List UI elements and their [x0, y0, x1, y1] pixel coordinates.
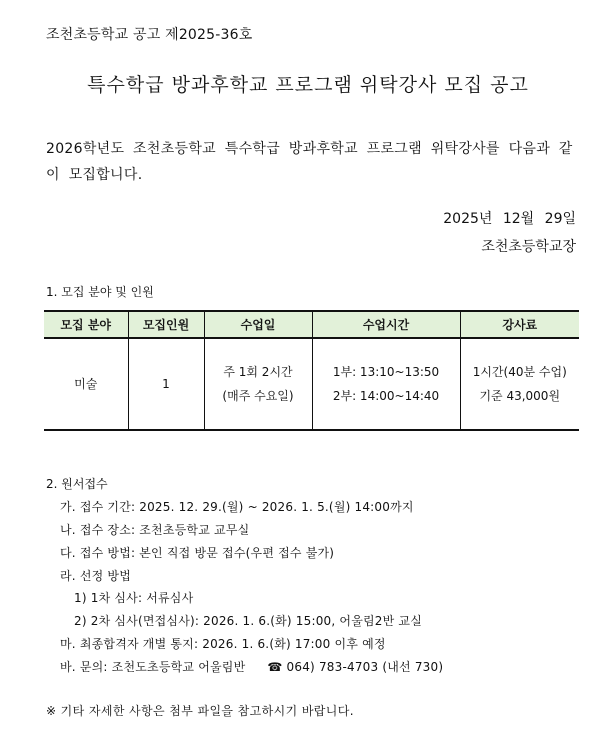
column-header-days: 수업일 — [204, 311, 312, 338]
footnote: ※ 기타 자세한 사항은 첨부 파일을 참고하시기 바랍니다. — [46, 704, 354, 718]
issuer-name: 조천초등학교장 — [481, 239, 576, 255]
column-header-times: 수업시간 — [312, 311, 460, 338]
sub-list-item: 2) 2차 심사(면접심사): 2026. 1. 6.(화) 15:00, 어울림2반 교실 — [74, 614, 423, 628]
column-header-field: 모집 분야 — [44, 311, 128, 338]
cell-field: 미술 — [44, 338, 128, 430]
cell-times — [312, 338, 460, 430]
fee-line-2: 기준 43,000원 — [479, 389, 561, 403]
recruitment-table — [44, 310, 579, 431]
list-item: 가. 접수 기간: 2025. 12. 29.(월) ~ 2026. 1. 5.(월) 14:00까지 — [60, 500, 414, 514]
table-header-row — [44, 311, 579, 338]
times-line-2: 2부: 14:00~14:40 — [332, 389, 440, 403]
section-2-heading: 2. 원서접수 — [46, 477, 108, 491]
inquiry-phone: 064) 783-4703 (내선 730) — [286, 660, 444, 674]
column-header-fee: 강사료 — [460, 311, 579, 338]
list-item: 나. 접수 장소: 조천초등학교 교무실 — [60, 523, 250, 537]
list-item: 라. 선정 방법 — [60, 569, 132, 583]
list-item: 마. 최종합격자 개별 통지: 2026. 1. 6.(화) 17:00 이후 예정 — [60, 637, 386, 651]
list-item: 다. 접수 방법: 본인 직접 방문 접수(우편 접수 불가) — [60, 546, 335, 560]
days-line-2: (매주 수요일) — [222, 389, 294, 403]
times-line-1: 1부: 13:10~13:50 — [332, 365, 440, 379]
table-row — [44, 338, 579, 430]
cell-days — [204, 338, 312, 430]
inquiry-line — [60, 658, 443, 675]
days-line-1: 주 1회 2시간 — [223, 365, 293, 379]
document-title: 특수학급 방과후학교 프로그램 위탁강사 모집 공고 — [87, 74, 529, 96]
column-header-count: 모집인원 — [128, 311, 204, 338]
fee-line-1: 1시간(40분 수업) — [472, 365, 567, 379]
announcement-date: 2025년 12월 29일 — [443, 211, 576, 227]
sub-list-item: 1) 1차 심사: 서류심사 — [74, 591, 194, 605]
section-1-heading: 1. 모집 분야 및 인원 — [46, 285, 154, 299]
cell-count: 1 — [128, 338, 204, 430]
document-number: 조천초등학교 공고 제2025-36호 — [46, 27, 253, 43]
phone-icon: ☎ — [267, 660, 283, 674]
cell-fee — [460, 338, 579, 430]
intro-paragraph: 2026학년도 조천초등학교 특수학급 방과후학교 프로그램 위탁강사를 다음과 같이 모집합니다. — [46, 141, 573, 183]
inquiry-text: 바. 문의: 조천도초등학교 어울림반 — [60, 660, 246, 674]
